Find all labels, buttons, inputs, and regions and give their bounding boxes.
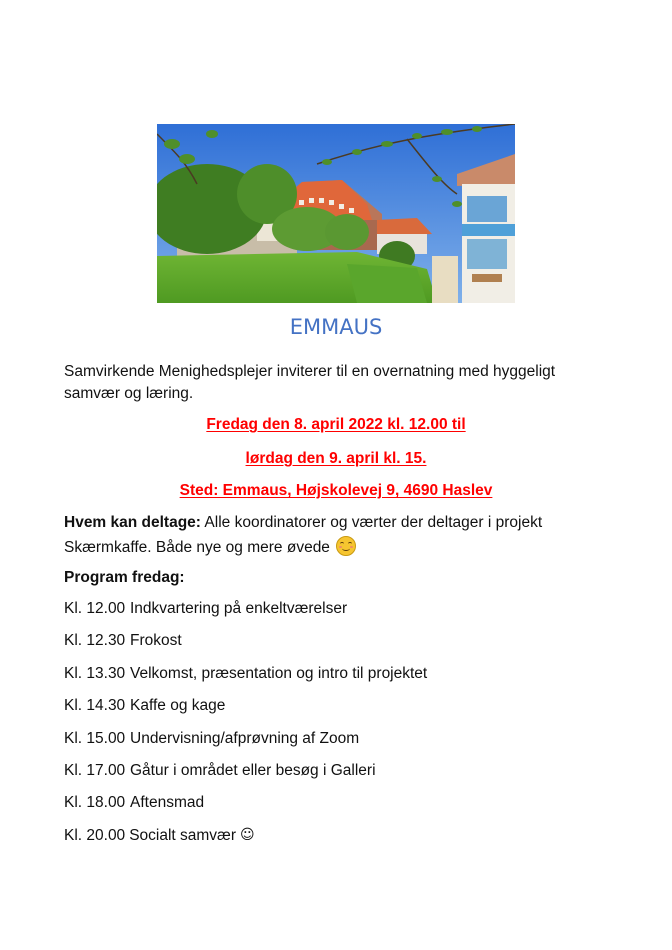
location-line: Sted: Emmaus, Højskolevej 9, 4690 Haslev [179,482,493,499]
smiling-face-icon [336,536,356,556]
schedule-activity: Frokost [130,632,182,650]
schedule-time: Kl. 12.00 [64,600,126,617]
schedule-item [64,730,584,762]
schedule-item [64,632,584,664]
who-label: Hvem kan deltage: [64,514,201,531]
schedule-item [64,762,584,794]
schedule-item [64,827,584,859]
who-can-participate [64,510,584,560]
emmaus-photo [157,124,515,303]
schedule-item [64,697,584,729]
schedule-time: Kl. 17.00 [64,761,126,779]
schedule-time: Kl. 14.30 [64,697,126,715]
schedule-activity: Undervisning/afprøvning af Zoom [130,729,360,747]
who-text: Alle koordinatorer og værter der deltager i projekt Skærmkaffe. Både nye og mere øvede [64,514,543,556]
page-title: EMMAUS [289,315,383,339]
schedule-item [64,794,584,826]
schedule-activity: Indkvartering på enkeltværelser [130,600,348,617]
schedule-activity: Kaffe og kage [130,697,226,715]
schedule-activity: Socialt samvær [129,826,236,844]
program-heading: Program fredag: [64,569,185,586]
schedule-time: Kl. 18.00 [64,794,126,812]
schedule-time: Kl. 15.00 [64,729,126,747]
schedule-activity: Velkomst, præsentation og intro til projektet [130,664,428,682]
schedule-item [64,600,584,632]
schedule-item [64,665,584,697]
schedule-activity: Aftensmad [130,794,205,812]
smiley-outline-icon: ☺ [240,826,255,843]
schedule-time: Kl. 12.30 [64,632,126,650]
program-schedule [64,600,584,859]
schedule-activity: Gåtur i området eller besøg i Galleri [130,761,376,779]
date-start-line: Fredag den 8. april 2022 kl. 12.00 til [206,416,466,433]
intro-paragraph: Samvirkende Menighedsplejer inviterer til en overnatning med hyggeligt samvær og læring. [64,363,556,402]
schedule-time: Kl. 20.00 [64,826,126,844]
schedule-time: Kl. 13.30 [64,664,126,682]
date-end-line: lørdag den 9. april kl. 15. [245,450,427,467]
